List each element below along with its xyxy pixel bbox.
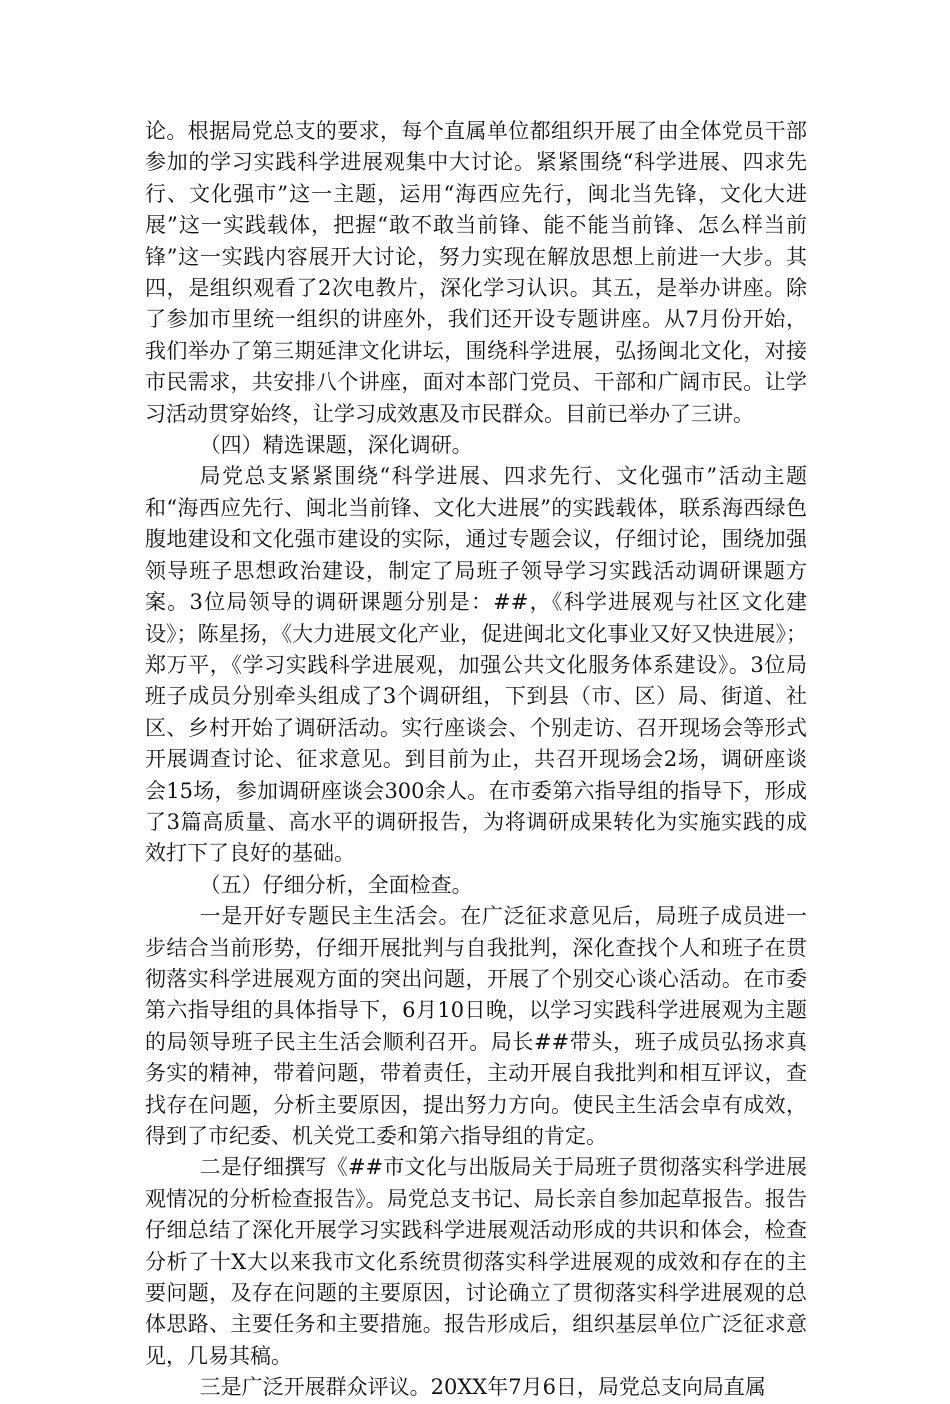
- section-heading-five: （五）仔细分析，全面检查。: [199, 872, 473, 897]
- paragraph-democratic-meeting: 一是开好专题民主生活会。在广泛征求意见后，局班子成员进一步结合当前形势，仔细开展批判与自我批判，深化查找个人和班子在贯彻落实科学进展观方面的突出问题，开展了个别交心谈心活动。在市委第六指导组的具体指导下，6月10日晚，以学习实践科学进展观为主题的局领导班子民主生活会顺利召开。局长##带头，班子成员弘扬求真务实的精神，带着问题，带着责任，主动开展自我批判和相互评议，查找存在问题，分析主要原因，提出努力方向。使民主生活会卓有成效，得到了市纪委、机关党工委和第六指导组的肯定。: [145, 904, 807, 1148]
- paragraph-analysis-report: 二是仔细撰写《##市文化与出版局关于局班子贯彻落实科学进展观情况的分析检查报告》。局党总支书记、局长亲自参加起草报告。报告仔细总结了深化开展学习实践科学进展观活动形成的共识和体会，检查分析了十X大以来我市文化系统贯彻落实科学进展观的成效和存在的主要问题，及存在问题的主要原因，讨论确立了贯彻落实科学进展观的总体思路、主要任务和主要措施。报告形成后，组织基层单位广泛征求意见，几易其稿。: [145, 1155, 807, 1368]
- section-heading-four: （四）精选课题，深化调研。: [199, 433, 473, 458]
- paragraph-research: 局党总支紧紧围绕“科学进展、四求先行、文化强市”活动主题和“海西应先行、闽北当前锋、文化大进展”的实践载体，联系海西绿色腹地建设和文化强市建设的实际，通过专题会议，仔细讨论，围绕加强领导班子思想政治建设，制定了局班子领导学习实践活动调研课题方案。3位局领导的调研课题分别是：##，《科学进展观与社区文化建设》；陈星扬，《大力进展文化产业，促进闽北文化事业又好又快进展》；郑万平，《学习实践科学进展观，加强公共文化服务体系建设》。3位局班子成员分别牵头组成了3个调研组，下到县（市、区）局、街道、社区、乡村开始了调研活动。实行座谈会、个别走访、召开现场会等形式开展调查讨论、征求意见。到目前为止，共召开现场会2场，调研座谈会15场，参加调研座谈会300余人。在市委第六指导组的指导下，形成了3篇高质量、高水平的调研报告，为将调研成果转化为实施实践的成效打下了良好的基础。: [145, 464, 807, 866]
- paragraph-continuation: 论。根据局党总支的要求，每个直属单位都组织开展了由全体党员干部参加的学习实践科学进展观集中大讨论。紧紧围绕“科学进展、四求先行、文化强市”这一主题，运用“海西应先行，闽北当先锋，文化大进展”这一实践载体，把握“敢不敢当前锋、能不能当前锋、怎么样当前锋”这一实践内容展开大讨论，努力实现在解放思想上前进一大步。其四，是组织观看了2次电教片，深化学习认识。其五，是举办讲座。除了参加市里统一组织的讲座外，我们还开设专题讲座。从7月份开始，我们举办了第三期延津文化讲坛，围绕科学进展，弘扬闽北文化，对接市民需求，共安排八个讲座，面对本部门党员、干部和广阔市民。让学习活动贯穿始终，让学习成效惠及市民群众。目前已举办了三讲。: [145, 119, 807, 426]
- paragraph-public-review: 三是广泛开展群众评议。20XX年7月6日，局党总支向局直属: [199, 1375, 766, 1400]
- document-page: [145, 116, 807, 1404]
